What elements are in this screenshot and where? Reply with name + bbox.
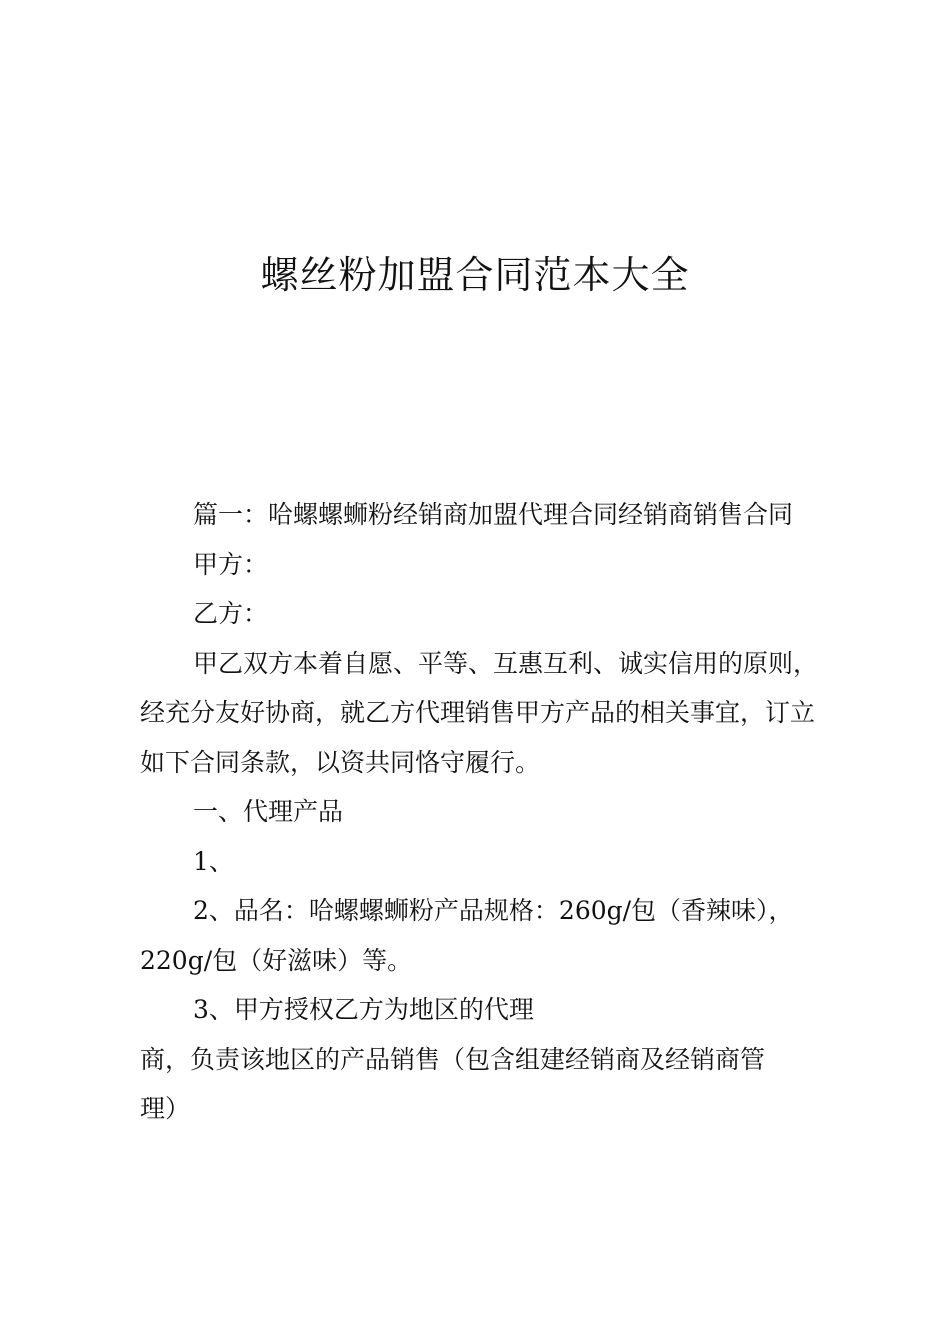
document-title: 螺丝粉加盟合同范本大全 — [260, 253, 690, 297]
party-b-label: 乙方： — [193, 599, 269, 628]
clause-item-3-continued: 商，负责该地区的产品销售（包含组建经销商及经销商管理） — [140, 1044, 766, 1123]
clause-item-1: 1、 — [193, 846, 234, 876]
preamble-paragraph: 甲乙双方本着自愿、平等、互惠互利、诚实信用的原则，经充分友好协商，就乙方代理销售甲方产品的相关事宜，订立如下合同条款，以资共同恪守履行。 — [140, 648, 819, 777]
clause-heading-products: 一、代理产品 — [193, 797, 344, 826]
clause-item-3: 3、甲方授权乙方为地区的代理 — [193, 995, 534, 1024]
section-heading: 篇一：哈螺螺蛳粉经销商加盟代理合同经销商销售合同 — [193, 500, 794, 529]
clause-item-2: 2、品名：哈螺螺蛳粉产品规格：260g/包（香辣味），220g/包（好滋味）等。 — [140, 896, 794, 975]
party-a-label: 甲方： — [193, 549, 269, 579]
document-body — [140, 490, 840, 1134]
